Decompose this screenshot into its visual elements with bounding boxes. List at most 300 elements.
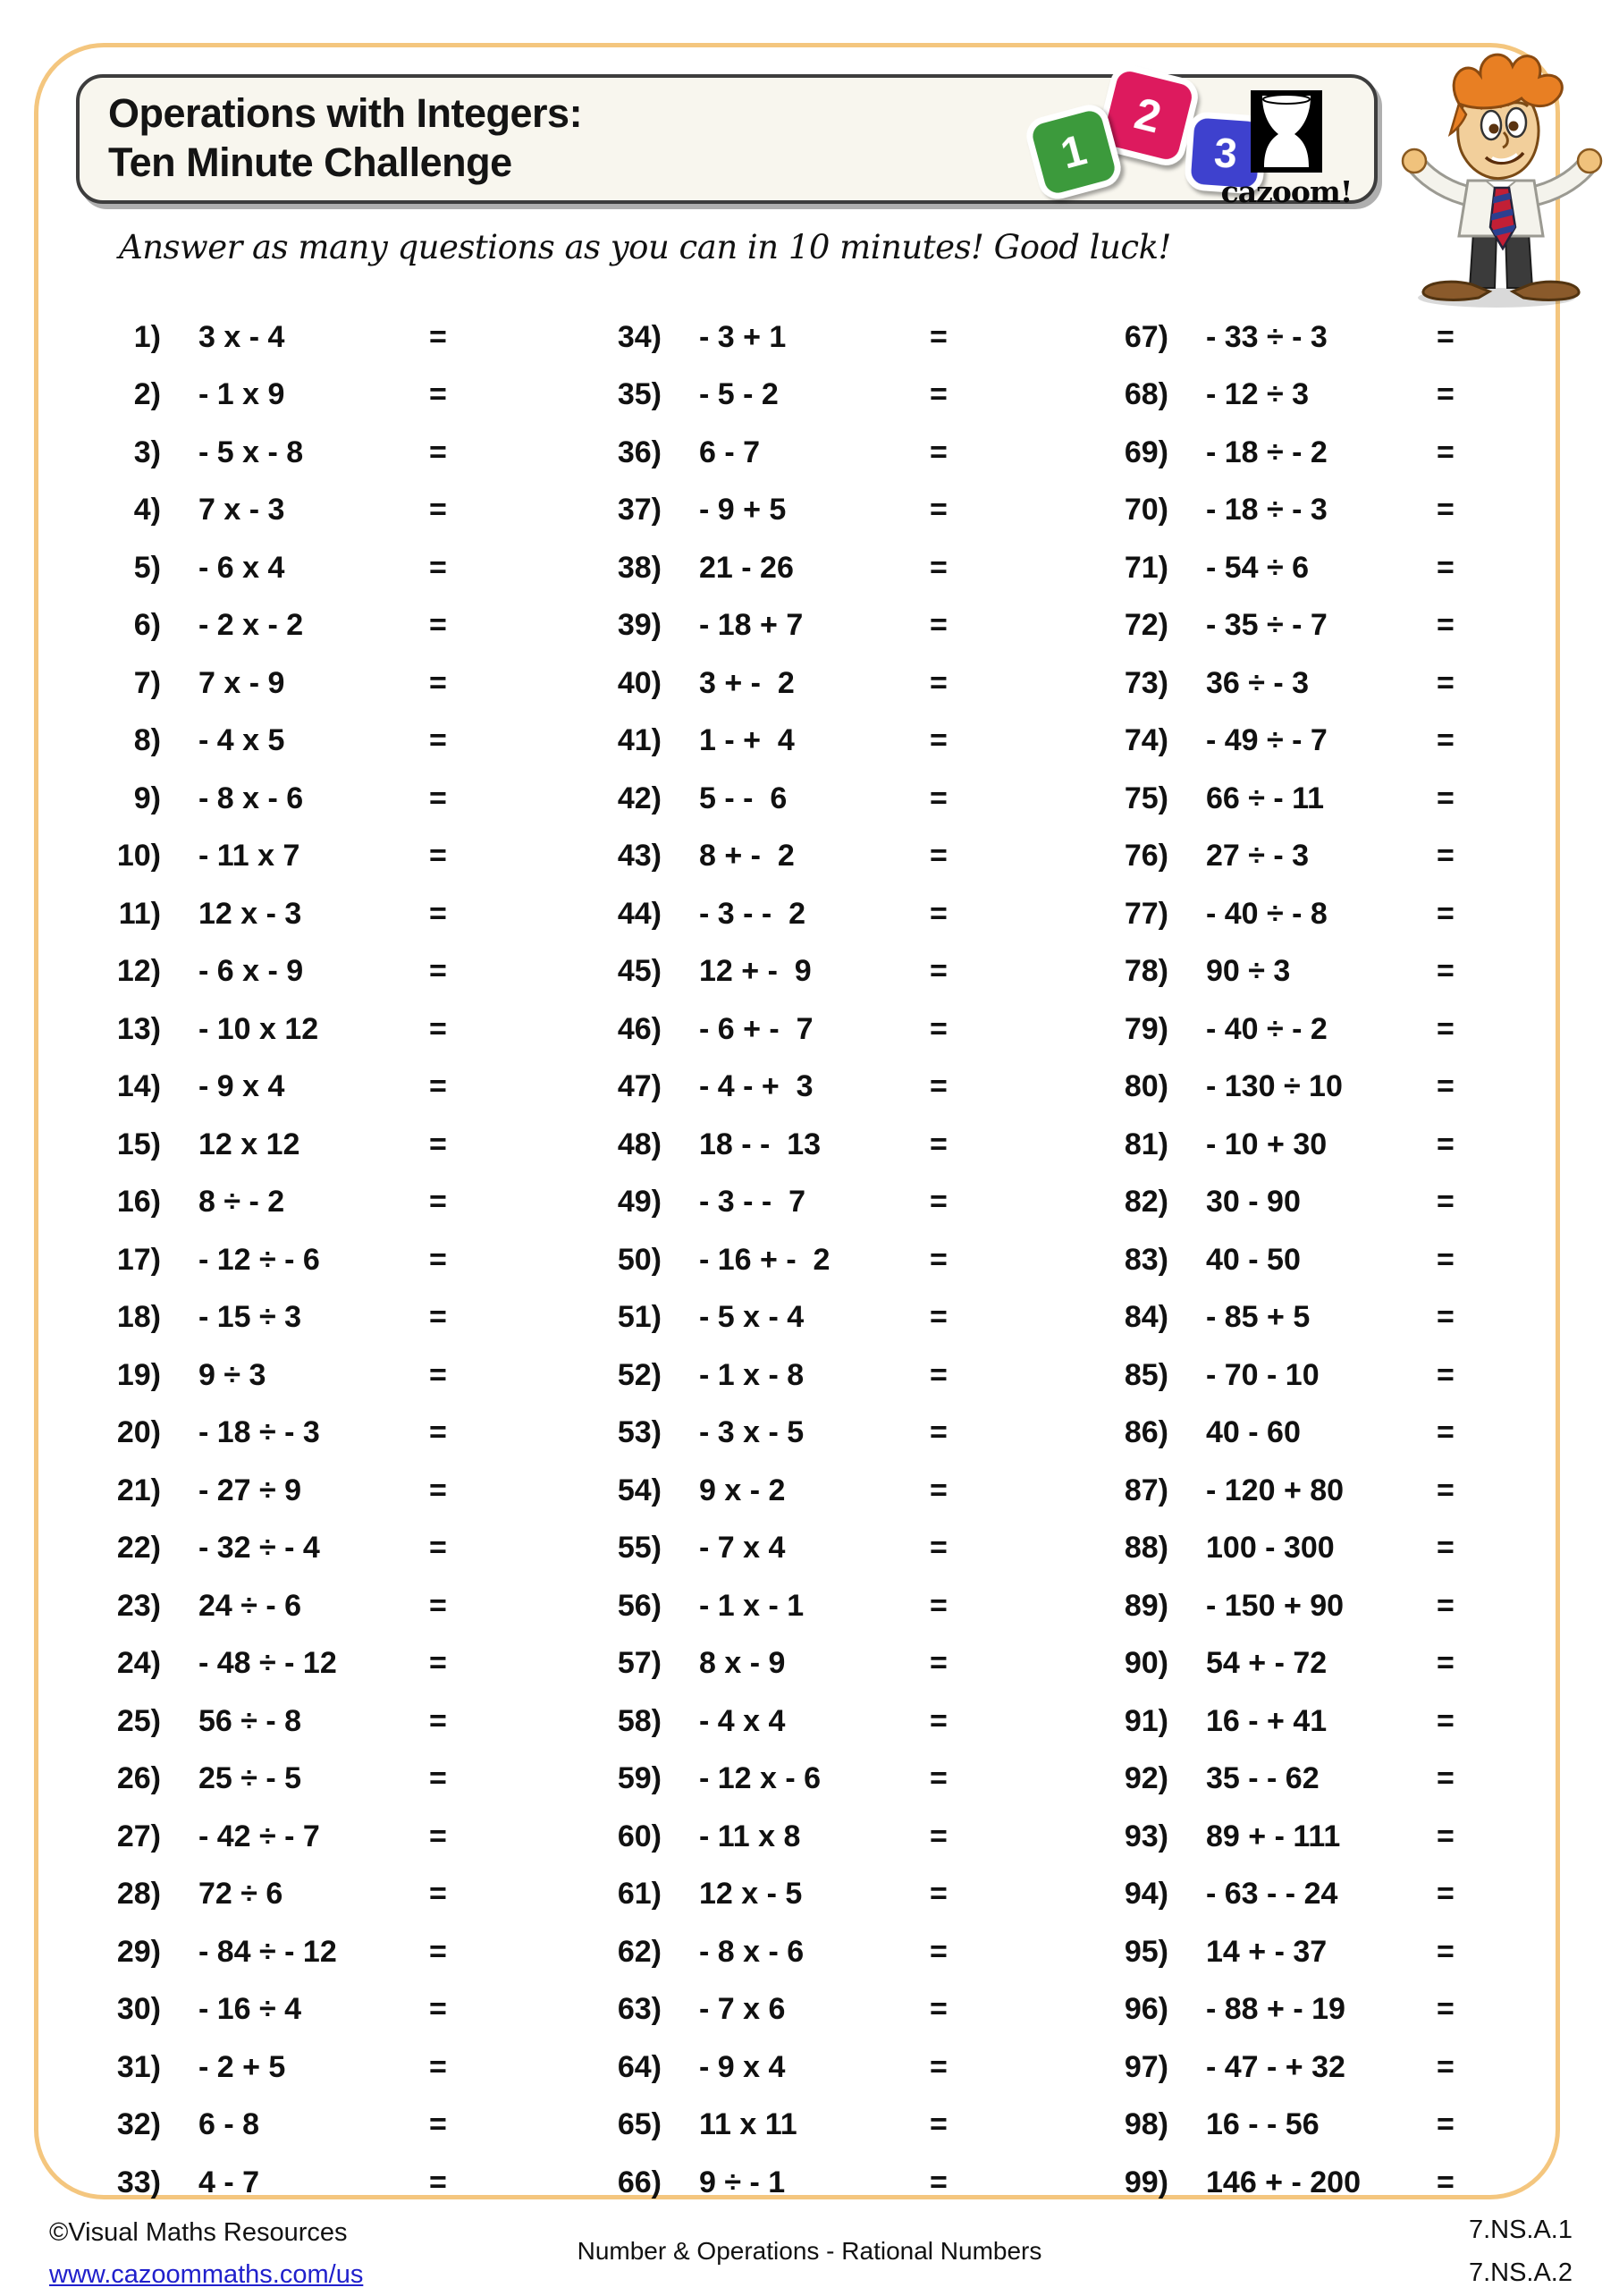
website-link[interactable]: www.cazoommaths.com/us bbox=[49, 2260, 364, 2289]
question-row bbox=[85, 308, 469, 367]
question-expression: - 12 ÷ - 6 bbox=[198, 1242, 320, 1277]
question-number: 35) bbox=[617, 377, 662, 412]
question-expression: - 4 - + 3 bbox=[699, 1069, 814, 1104]
question-expression: - 6 x - 9 bbox=[198, 954, 304, 989]
question-number: 75) bbox=[1124, 781, 1168, 815]
question-expression: 8 ÷ - 2 bbox=[198, 1185, 285, 1220]
question-row bbox=[1092, 424, 1477, 482]
question-row bbox=[1092, 828, 1477, 886]
question-number: 49) bbox=[617, 1185, 662, 1220]
equals-sign: = bbox=[429, 493, 447, 528]
standard-1: 7.NS.A.1 bbox=[1468, 2216, 1573, 2244]
question-number: 96) bbox=[1124, 1992, 1168, 2027]
question-row bbox=[85, 1981, 469, 2039]
question-expression: - 40 ÷ - 8 bbox=[1206, 896, 1328, 931]
question-number: 58) bbox=[617, 1703, 662, 1738]
equals-sign: = bbox=[429, 1761, 447, 1796]
question-expression: 100 - 300 bbox=[1206, 1531, 1335, 1566]
question-row bbox=[85, 1808, 469, 1866]
question-expression: 12 + - 9 bbox=[699, 954, 812, 989]
question-row bbox=[586, 1174, 970, 1232]
equals-sign: = bbox=[429, 1127, 447, 1161]
equals-sign: = bbox=[930, 1357, 948, 1392]
equals-sign: = bbox=[930, 2049, 948, 2084]
question-number: 30) bbox=[116, 1992, 161, 2027]
question-row bbox=[1092, 1635, 1477, 1693]
question-row bbox=[586, 1635, 970, 1693]
question-number: 93) bbox=[1124, 1819, 1168, 1853]
question-row bbox=[1092, 308, 1477, 367]
question-row bbox=[586, 367, 970, 425]
question-number: 99) bbox=[1124, 2165, 1168, 2199]
equals-sign: = bbox=[1437, 723, 1455, 758]
question-expression: - 9 x 4 bbox=[198, 1069, 285, 1104]
question-number: 18) bbox=[116, 1300, 161, 1335]
question-expression: - 70 - 10 bbox=[1206, 1357, 1320, 1392]
question-expression: - 5 x - 8 bbox=[198, 435, 304, 469]
equals-sign: = bbox=[930, 2165, 948, 2199]
question-row bbox=[1092, 367, 1477, 425]
question-number: 17) bbox=[116, 1242, 161, 1277]
question-number: 7) bbox=[133, 665, 161, 700]
equals-sign: = bbox=[930, 954, 948, 989]
question-row bbox=[1092, 2154, 1477, 2212]
question-expression: 89 + - 111 bbox=[1206, 1819, 1341, 1853]
question-number: 43) bbox=[617, 839, 662, 874]
equals-sign: = bbox=[930, 1531, 948, 1566]
question-expression: - 84 ÷ - 12 bbox=[198, 1934, 337, 1969]
equals-sign: = bbox=[429, 839, 447, 874]
question-number: 63) bbox=[617, 1992, 662, 2027]
question-row bbox=[1092, 943, 1477, 1001]
instructions-text: Answer as many questions as you can in 10 minutes! Good luck! bbox=[119, 228, 1171, 266]
question-expression: - 4 x 4 bbox=[699, 1703, 786, 1738]
question-number: 26) bbox=[116, 1761, 161, 1796]
question-row bbox=[586, 1692, 970, 1751]
question-row bbox=[586, 539, 970, 597]
question-number: 85) bbox=[1124, 1357, 1168, 1392]
question-row bbox=[85, 1000, 469, 1059]
question-row bbox=[85, 1923, 469, 1981]
question-number: 60) bbox=[617, 1819, 662, 1853]
question-number: 70) bbox=[1124, 493, 1168, 528]
question-row bbox=[586, 885, 970, 943]
question-number: 19) bbox=[116, 1357, 161, 1392]
question-number: 74) bbox=[1124, 723, 1168, 758]
question-number: 69) bbox=[1124, 435, 1168, 469]
question-expression: 54 + - 72 bbox=[1206, 1646, 1328, 1681]
equals-sign: = bbox=[1437, 319, 1455, 354]
question-number: 78) bbox=[1124, 954, 1168, 989]
question-expression: 56 ÷ - 8 bbox=[198, 1703, 302, 1738]
page-title-line2: Ten Minute Challenge bbox=[108, 139, 512, 185]
question-row bbox=[85, 1866, 469, 1924]
question-row bbox=[586, 1923, 970, 1981]
equals-sign: = bbox=[429, 781, 447, 815]
equals-sign: = bbox=[1437, 1819, 1455, 1853]
question-expression: 9 ÷ 3 bbox=[198, 1357, 266, 1392]
badge-3-icon: 3 bbox=[1184, 111, 1268, 195]
question-expression: - 16 + - 2 bbox=[699, 1242, 831, 1277]
question-expression: 12 x 12 bbox=[198, 1127, 300, 1161]
equals-sign: = bbox=[1437, 1242, 1455, 1277]
question-row bbox=[85, 2097, 469, 2155]
equals-sign: = bbox=[429, 2107, 447, 2142]
question-number: 5) bbox=[133, 550, 161, 585]
question-number: 67) bbox=[1124, 319, 1168, 354]
question-expression: 12 x - 5 bbox=[699, 1877, 803, 1912]
question-row bbox=[85, 943, 469, 1001]
question-row bbox=[85, 770, 469, 828]
equals-sign: = bbox=[1437, 2107, 1455, 2142]
question-expression: - 35 ÷ - 7 bbox=[1206, 608, 1328, 643]
question-expression: - 1 x 9 bbox=[198, 377, 285, 412]
question-row bbox=[586, 1808, 970, 1866]
equals-sign: = bbox=[429, 1646, 447, 1681]
question-number: 39) bbox=[617, 608, 662, 643]
standard-2: 7.NS.A.2 bbox=[1468, 2258, 1573, 2287]
question-expression: 7 x - 9 bbox=[198, 665, 285, 700]
question-row bbox=[85, 1577, 469, 1635]
question-number: 91) bbox=[1124, 1703, 1168, 1738]
question-number: 95) bbox=[1124, 1934, 1168, 1969]
equals-sign: = bbox=[930, 1992, 948, 2027]
equals-sign: = bbox=[930, 896, 948, 931]
equals-sign: = bbox=[429, 377, 447, 412]
equals-sign: = bbox=[1437, 550, 1455, 585]
question-row bbox=[85, 1059, 469, 1117]
equals-sign: = bbox=[1437, 1069, 1455, 1104]
question-expression: - 1 x - 8 bbox=[699, 1357, 805, 1392]
equals-sign: = bbox=[1437, 1646, 1455, 1681]
mascot-character bbox=[1396, 45, 1609, 313]
question-expression: - 3 - - 2 bbox=[699, 896, 806, 931]
question-row bbox=[85, 885, 469, 943]
equals-sign: = bbox=[429, 1357, 447, 1392]
question-row bbox=[586, 1751, 970, 1809]
question-row bbox=[85, 1405, 469, 1463]
question-row bbox=[1092, 2039, 1477, 2097]
equals-sign: = bbox=[930, 1703, 948, 1738]
question-expression: 25 ÷ - 5 bbox=[198, 1761, 302, 1796]
equals-sign: = bbox=[429, 2049, 447, 2084]
question-expression: 40 - 50 bbox=[1206, 1242, 1301, 1277]
question-expression: - 18 ÷ - 3 bbox=[198, 1415, 320, 1450]
equals-sign: = bbox=[930, 1415, 948, 1450]
equals-sign: = bbox=[930, 665, 948, 700]
question-row bbox=[1092, 1866, 1477, 1924]
question-number: 55) bbox=[617, 1531, 662, 1566]
question-row bbox=[586, 482, 970, 540]
question-expression: - 12 x - 6 bbox=[699, 1761, 822, 1796]
question-expression: - 4 x 5 bbox=[198, 723, 285, 758]
question-expression: - 3 x - 5 bbox=[699, 1415, 805, 1450]
cazoom-wordmark: cazoom! bbox=[1220, 174, 1353, 209]
question-row bbox=[586, 1520, 970, 1578]
question-number: 4) bbox=[133, 493, 161, 528]
question-row bbox=[1092, 1289, 1477, 1347]
equals-sign: = bbox=[930, 1646, 948, 1681]
question-number: 28) bbox=[116, 1877, 161, 1912]
questions-column-3 bbox=[1092, 308, 1477, 2212]
question-number: 32) bbox=[116, 2107, 161, 2142]
question-number: 73) bbox=[1124, 665, 1168, 700]
equals-sign: = bbox=[930, 1761, 948, 1796]
question-number: 61) bbox=[617, 1877, 662, 1912]
question-number: 24) bbox=[116, 1646, 161, 1681]
question-number: 59) bbox=[617, 1761, 662, 1796]
question-number: 11) bbox=[118, 896, 161, 931]
equals-sign: = bbox=[1437, 1992, 1455, 2027]
question-row bbox=[586, 1116, 970, 1174]
equals-sign: = bbox=[1437, 1934, 1455, 1969]
question-expression: 6 - 8 bbox=[198, 2107, 260, 2142]
question-expression: - 5 - 2 bbox=[699, 377, 779, 412]
question-expression: - 48 ÷ - 12 bbox=[198, 1646, 337, 1681]
question-row bbox=[586, 424, 970, 482]
question-row bbox=[1092, 2097, 1477, 2155]
question-expression: 16 - + 41 bbox=[1206, 1703, 1328, 1738]
equals-sign: = bbox=[1437, 1703, 1455, 1738]
question-row bbox=[85, 1174, 469, 1232]
equals-sign: = bbox=[429, 1069, 447, 1104]
question-expression: 11 x 11 bbox=[699, 2107, 797, 2142]
question-expression: - 11 x 8 bbox=[699, 1819, 801, 1853]
question-row bbox=[85, 1692, 469, 1751]
question-row bbox=[85, 654, 469, 713]
equals-sign: = bbox=[429, 1473, 447, 1507]
question-expression: - 7 x 4 bbox=[699, 1531, 786, 1566]
question-row bbox=[1092, 1692, 1477, 1751]
question-expression: - 5 x - 4 bbox=[699, 1300, 805, 1335]
question-row bbox=[85, 539, 469, 597]
equals-sign: = bbox=[930, 1877, 948, 1912]
question-row bbox=[586, 597, 970, 655]
question-number: 97) bbox=[1124, 2049, 1168, 2084]
question-number: 40) bbox=[617, 665, 662, 700]
equals-sign: = bbox=[1437, 954, 1455, 989]
question-expression: - 42 ÷ - 7 bbox=[198, 1819, 320, 1853]
question-number: 56) bbox=[617, 1588, 662, 1623]
question-row bbox=[586, 1000, 970, 1059]
question-expression: - 3 + 1 bbox=[699, 319, 787, 354]
question-expression: 12 x - 3 bbox=[198, 896, 302, 931]
question-row bbox=[586, 308, 970, 367]
badge-2-icon: 2 bbox=[1093, 61, 1202, 169]
question-number: 47) bbox=[617, 1069, 662, 1104]
question-number: 64) bbox=[617, 2049, 662, 2084]
equals-sign: = bbox=[930, 1069, 948, 1104]
equals-sign: = bbox=[1437, 896, 1455, 931]
question-row bbox=[85, 1116, 469, 1174]
question-expression: - 120 + 80 bbox=[1206, 1473, 1345, 1507]
question-expression: 8 + - 2 bbox=[699, 839, 795, 874]
question-row bbox=[1092, 1346, 1477, 1405]
question-number: 31) bbox=[116, 2049, 161, 2084]
question-row bbox=[85, 1346, 469, 1405]
question-row bbox=[586, 943, 970, 1001]
question-number: 38) bbox=[617, 550, 662, 585]
question-row bbox=[1092, 885, 1477, 943]
question-expression: - 8 x - 6 bbox=[198, 781, 304, 815]
question-number: 50) bbox=[617, 1242, 662, 1277]
equals-sign: = bbox=[1437, 1185, 1455, 1220]
question-number: 21) bbox=[116, 1473, 161, 1507]
questions-column-1 bbox=[85, 308, 469, 2212]
equals-sign: = bbox=[429, 1992, 447, 2027]
question-number: 1) bbox=[133, 319, 161, 354]
question-number: 12) bbox=[116, 954, 161, 989]
question-expression: - 6 + - 7 bbox=[699, 1011, 814, 1046]
equals-sign: = bbox=[1437, 1877, 1455, 1912]
question-number: 34) bbox=[617, 319, 662, 354]
question-number: 79) bbox=[1124, 1011, 1168, 1046]
question-number: 62) bbox=[617, 1934, 662, 1969]
question-row bbox=[586, 1059, 970, 1117]
equals-sign: = bbox=[1437, 1415, 1455, 1450]
question-expression: - 18 ÷ - 3 bbox=[1206, 493, 1328, 528]
question-number: 72) bbox=[1124, 608, 1168, 643]
equals-sign: = bbox=[1437, 1531, 1455, 1566]
question-expression: 7 x - 3 bbox=[198, 493, 285, 528]
question-expression: - 88 + - 19 bbox=[1206, 1992, 1345, 2027]
question-number: 71) bbox=[1124, 550, 1168, 585]
equals-sign: = bbox=[930, 1588, 948, 1623]
question-number: 22) bbox=[116, 1531, 161, 1566]
equals-sign: = bbox=[1437, 839, 1455, 874]
equals-sign: = bbox=[429, 1934, 447, 1969]
copyright-text: ©Visual Maths Resources bbox=[49, 2218, 348, 2247]
question-expression: 66 ÷ - 11 bbox=[1206, 781, 1325, 815]
question-number: 8) bbox=[133, 723, 161, 758]
question-number: 44) bbox=[617, 896, 662, 931]
question-expression: - 10 + 30 bbox=[1206, 1127, 1328, 1161]
question-row bbox=[586, 2097, 970, 2155]
equals-sign: = bbox=[930, 550, 948, 585]
equals-sign: = bbox=[429, 665, 447, 700]
equals-sign: = bbox=[1437, 1357, 1455, 1392]
question-row bbox=[586, 1981, 970, 2039]
equals-sign: = bbox=[429, 1185, 447, 1220]
question-number: 84) bbox=[1124, 1300, 1168, 1335]
question-expression: - 27 ÷ 9 bbox=[198, 1473, 302, 1507]
question-row bbox=[1092, 597, 1477, 655]
question-row bbox=[586, 828, 970, 886]
question-expression: 3 x - 4 bbox=[198, 319, 285, 354]
question-expression: - 130 ÷ 10 bbox=[1206, 1069, 1343, 1104]
question-expression: - 6 x 4 bbox=[198, 550, 285, 585]
question-expression: - 47 - + 32 bbox=[1206, 2049, 1345, 2084]
question-number: 51) bbox=[617, 1300, 662, 1335]
question-number: 98) bbox=[1124, 2107, 1168, 2142]
question-expression: - 32 ÷ - 4 bbox=[198, 1531, 320, 1566]
question-row bbox=[586, 1577, 970, 1635]
question-expression: - 63 - - 24 bbox=[1206, 1877, 1338, 1912]
question-row bbox=[1092, 1923, 1477, 1981]
question-number: 33) bbox=[116, 2165, 161, 2199]
question-number: 92) bbox=[1124, 1761, 1168, 1796]
badge-1-icon: 1 bbox=[1022, 100, 1125, 203]
question-expression: - 2 + 5 bbox=[198, 2049, 286, 2084]
equals-sign: = bbox=[930, 319, 948, 354]
question-row bbox=[85, 713, 469, 771]
question-expression: - 49 ÷ - 7 bbox=[1206, 723, 1328, 758]
page-title bbox=[108, 89, 582, 187]
equals-sign: = bbox=[429, 1703, 447, 1738]
question-expression: 24 ÷ - 6 bbox=[198, 1588, 302, 1623]
question-row bbox=[85, 1635, 469, 1693]
question-number: 68) bbox=[1124, 377, 1168, 412]
question-row bbox=[85, 2039, 469, 2097]
equals-sign: = bbox=[429, 608, 447, 643]
question-expression: - 8 x - 6 bbox=[699, 1934, 805, 1969]
question-expression: 6 - 7 bbox=[699, 435, 761, 469]
equals-sign: = bbox=[930, 781, 948, 815]
question-expression: - 15 ÷ 3 bbox=[198, 1300, 302, 1335]
equals-sign: = bbox=[429, 723, 447, 758]
question-expression: 18 - - 13 bbox=[699, 1127, 822, 1161]
question-expression: 90 ÷ 3 bbox=[1206, 954, 1291, 989]
question-row bbox=[586, 654, 970, 713]
question-number: 36) bbox=[617, 435, 662, 469]
equals-sign: = bbox=[930, 1934, 948, 1969]
title-box bbox=[76, 74, 1378, 209]
question-expression: 14 + - 37 bbox=[1206, 1934, 1328, 1969]
question-number: 46) bbox=[617, 1011, 662, 1046]
question-expression: 146 + - 200 bbox=[1206, 2165, 1361, 2199]
question-row bbox=[1092, 1116, 1477, 1174]
equals-sign: = bbox=[930, 1300, 948, 1335]
question-row bbox=[85, 2154, 469, 2212]
question-row bbox=[1092, 539, 1477, 597]
equals-sign: = bbox=[1437, 665, 1455, 700]
question-row bbox=[1092, 1808, 1477, 1866]
equals-sign: = bbox=[1437, 1588, 1455, 1623]
equals-sign: = bbox=[429, 1011, 447, 1046]
question-expression: - 18 + 7 bbox=[699, 608, 804, 643]
equals-sign: = bbox=[1437, 1761, 1455, 1796]
question-number: 45) bbox=[617, 954, 662, 989]
question-expression: - 54 ÷ 6 bbox=[1206, 550, 1310, 585]
question-expression: - 2 x - 2 bbox=[198, 608, 304, 643]
equals-sign: = bbox=[1437, 435, 1455, 469]
question-expression: - 12 ÷ 3 bbox=[1206, 377, 1310, 412]
question-expression: 36 ÷ - 3 bbox=[1206, 665, 1310, 700]
question-number: 77) bbox=[1124, 896, 1168, 931]
question-expression: 16 - - 56 bbox=[1206, 2107, 1320, 2142]
equals-sign: = bbox=[429, 1588, 447, 1623]
question-row bbox=[586, 1346, 970, 1405]
equals-sign: = bbox=[930, 1127, 948, 1161]
equals-sign: = bbox=[429, 1300, 447, 1335]
question-expression: - 33 ÷ - 3 bbox=[1206, 319, 1328, 354]
question-expression: - 3 - - 7 bbox=[699, 1185, 806, 1220]
question-expression: - 18 ÷ - 2 bbox=[1206, 435, 1328, 469]
cazoom-drum-icon bbox=[1251, 90, 1322, 173]
question-expression: - 85 + 5 bbox=[1206, 1300, 1311, 1335]
question-expression: 30 - 90 bbox=[1206, 1185, 1301, 1220]
question-expression: - 16 ÷ 4 bbox=[198, 1992, 302, 2027]
equals-sign: = bbox=[429, 1242, 447, 1277]
question-expression: - 9 + 5 bbox=[699, 493, 787, 528]
question-number: 82) bbox=[1124, 1185, 1168, 1220]
question-number: 3) bbox=[133, 435, 161, 469]
question-row bbox=[1092, 482, 1477, 540]
question-number: 65) bbox=[617, 2107, 662, 2142]
question-number: 90) bbox=[1124, 1646, 1168, 1681]
equals-sign: = bbox=[1437, 493, 1455, 528]
question-expression: - 9 x 4 bbox=[699, 2049, 786, 2084]
